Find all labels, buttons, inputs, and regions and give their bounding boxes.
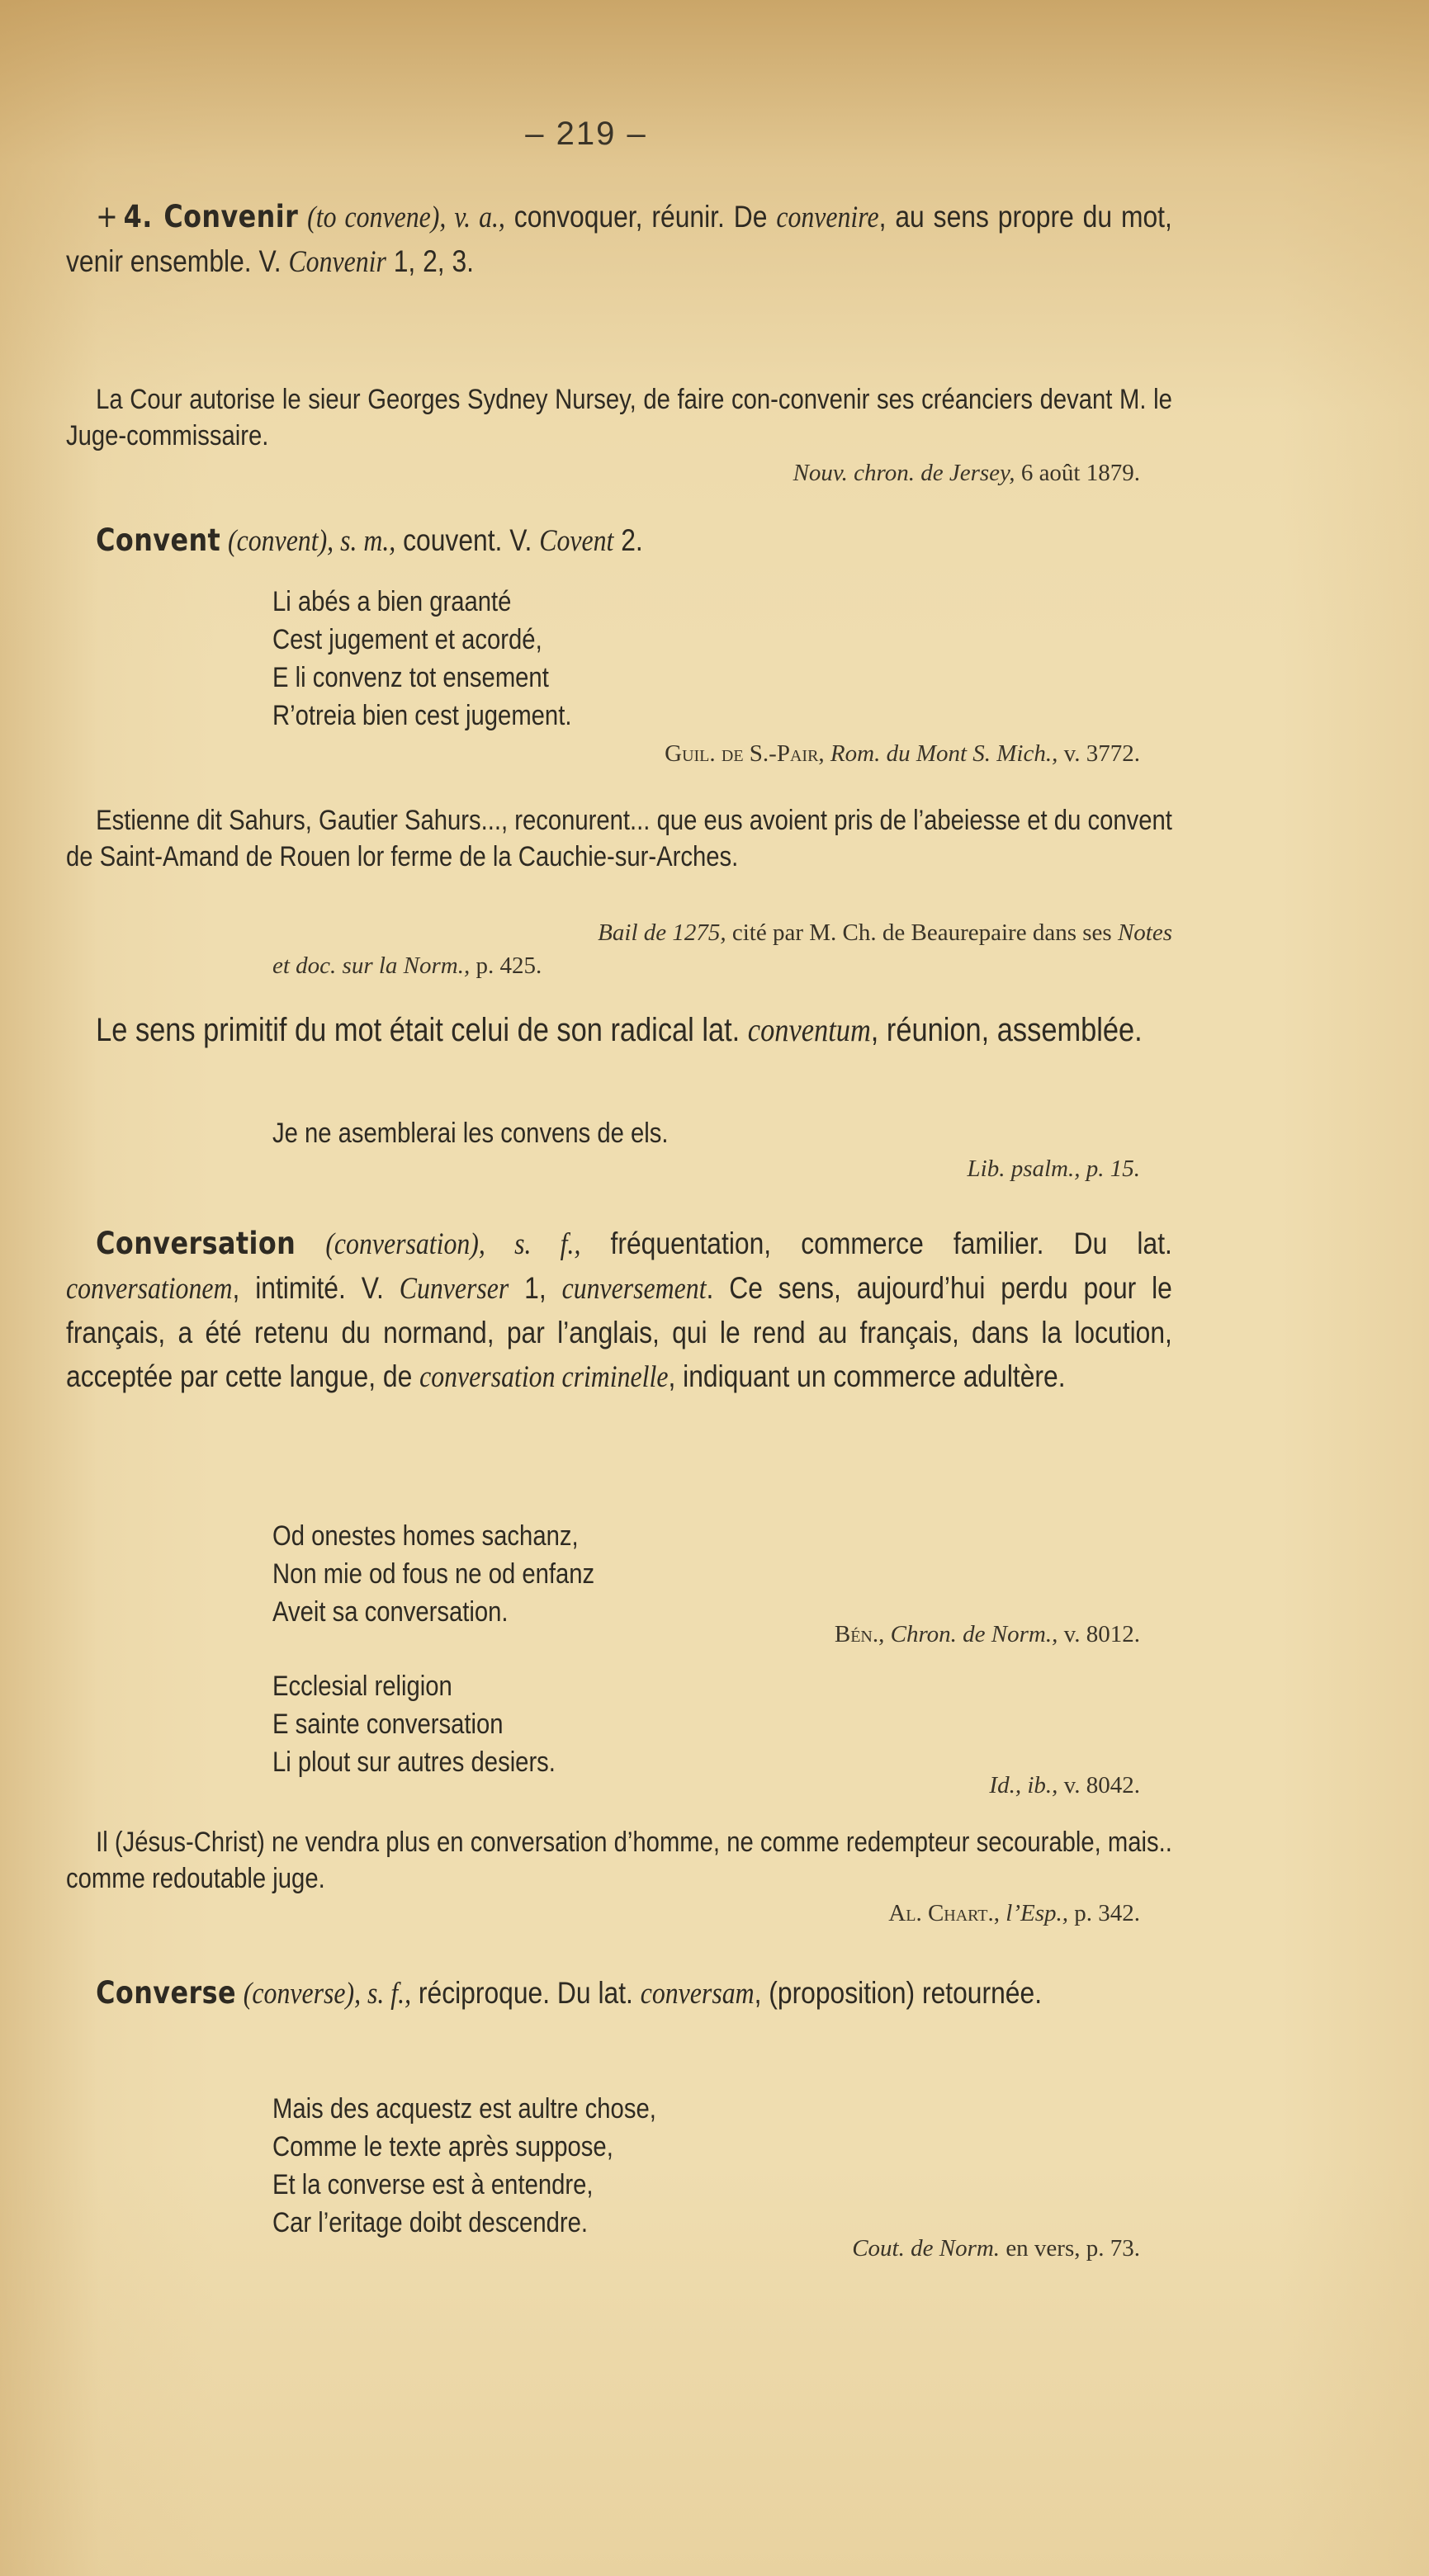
latin-etymon: conventum [747,1011,871,1048]
verse-line: Ecclesial religion [272,1671,452,1702]
citation-source: Lib. psalm., p. 15. [967,1156,1140,1182]
verse-quote [272,583,571,735]
definition-text: couvent. V. [395,523,540,557]
citation-source: l’Esp., [1000,1900,1068,1926]
citation-date: 6 août 1879. [1015,460,1140,486]
note-text-part: Le sens primitif du mot était celui de son radical lat. [96,1012,748,1048]
verse-quote [272,2090,656,2242]
cross-reference-numbers: 1, 2, 3. [386,244,475,278]
definition-text: 1, [509,1271,562,1305]
definition-text: , au sens propre du mot, venir ensemble. V. [66,200,1172,278]
definition-text: convoquer, réunir. De [504,200,777,234]
verse-line: R’otreia bien cest jugement. [272,700,572,731]
citation [989,1770,1140,1800]
citation-verse: v. 8012. [1058,1621,1140,1647]
part-of-speech: , s. f., [478,1227,581,1261]
citation-source: Chron. de Norm., [884,1621,1058,1647]
cross-reference: Covent [539,524,614,558]
citation-page: p. 425. [470,952,542,979]
verse-line: Mais des acquestz est aultre chose, [272,2093,656,2125]
verse-line: Comme le texte après suppose, [272,2131,613,2162]
definition-text: réciproque. Du lat. [411,1976,641,2010]
cross-reference: Cunverser [399,1272,509,1306]
verse-quote [272,1517,594,1631]
definition-text: . Ce sens, aujourd’hui perdu pour le français, a été retenu du normand, par l’anglais, qui le rend au français, dans la locution, acceptée par cette langue, de [66,1271,1172,1393]
note-text-part: , réunion, assemblée. [870,1012,1143,1048]
citation-page: en vers, p. 73. [1000,2235,1140,2262]
citation-verse: v. 3772. [1058,740,1140,767]
definition-text: , indiquant un commerce adultère. [668,1359,1066,1393]
part-of-speech: , s. f., [354,1977,412,2011]
citation-source: Id., ib., [989,1772,1058,1798]
definition-text: , intimité. V. [232,1271,400,1305]
citation-source: Nouv. chron. de Jersey, [793,460,1015,486]
entry-convenir [66,195,1172,284]
etymon: convenire [776,201,879,234]
citation-source: Cout. de Norm. [852,2235,1001,2262]
verse-line: E sainte conversation [272,1709,504,1740]
citation [968,1154,1140,1184]
verse-line: E li convenz tot ensement [272,662,549,693]
citation-author: Guil. de S.-Pair, [665,740,825,767]
etymon: conversationem [66,1272,233,1306]
etymon: conversam [640,1977,755,2011]
gloss: (convent) [228,524,328,558]
italic-phrase: conversation criminelle [419,1360,669,1394]
quotation-text: Il (Jésus-Christ) ne vendra plus en conversation d’homme, ne comme redempteur secourable, mais.. comme redoutable juge. [66,1827,1172,1894]
etymology-note [66,1005,1172,1055]
verse-line: Od onestes homes sachanz, [272,1520,579,1552]
verse-line: Et la converse est à entendre, [272,2169,594,2200]
citation-verse: v. 8042. [1058,1772,1140,1798]
verse-line: Cest jugement et acordé, [272,624,542,655]
citation-page: p. 342. [1068,1900,1140,1926]
citation-source: et doc. sur la Norm., [272,952,471,979]
citation [665,739,1140,768]
part-of-speech: , s. m., [327,524,396,558]
gloss: (converse) [243,1977,355,2011]
entry-conversation-definition [66,1222,1172,1399]
citation [888,1898,1140,1928]
verse-quote [272,1114,668,1152]
entry-converse [66,1971,1172,2016]
plus-marker-icon: + [96,199,118,234]
entry-converse-definition [66,1971,1172,2016]
verse-line: Li abés a bien graanté [272,586,512,617]
citation-author: Al. Chart., [888,1900,1001,1926]
verse-line: Je ne asemblerai les convens de els. [272,1118,669,1149]
gloss: (conversation) [325,1227,479,1261]
citation [835,1619,1140,1649]
cross-reference: cunversement [561,1272,707,1306]
entry-convenir-definition [66,195,1172,284]
citation [239,916,1172,982]
citation-source: Bail de 1275, [598,919,726,946]
definition-text: fréquentation, commerce familier. Du lat. [580,1227,1172,1260]
quotation-text: Estienne dit Sahurs, Gautier Sahurs..., reconurent... que eus avoient pris de l’abeiesse et du convent de Saint-Amand de Rouen lor ferme de la Cauchie-sur-Arches. [66,805,1172,872]
citation [793,458,1140,488]
entry-convenir-quote [66,381,1172,454]
citation-line [239,949,1172,982]
cross-reference-number: 2. [613,523,643,557]
citation [852,2233,1140,2263]
entry-conversation [66,1222,1172,1399]
citation-author: Bén., [834,1621,885,1647]
verse-line: Car l’eritage doibt descendre. [272,2207,588,2238]
citation-source: Notes [1117,919,1172,946]
english-gloss: (to convene) [307,201,440,234]
citation-source: Rom. du Mont S. Mich., [824,740,1058,767]
citation-line [239,916,1172,949]
quotation-text: La Cour autorise le sieur Georges Sydney Nursey, de faire con-convenir ses créanciers devant M. le Juge-commissaire. [66,384,1172,451]
cross-reference: Convenir [288,245,386,279]
entry-convent-definition [66,518,1172,563]
headword: Conversation [96,1226,296,1261]
headword: Convent [96,522,221,558]
verse-line: Non mie od fous ne od enfanz [272,1558,595,1590]
part-of-speech: , v. a., [439,201,505,234]
headword: 4. Convenir [123,199,299,234]
definition-text: , (proposition) retournée. [754,1976,1043,2010]
citation-text: cité par M. Ch. de Beaurepaire dans ses [726,919,1118,946]
note-text [66,1005,1172,1055]
entry-convent [66,518,1172,563]
verse-line: Li plout sur autres desiers. [272,1746,556,1778]
headword: Converse [96,1975,236,2011]
prose-quote [66,1824,1172,1897]
verse-quote [272,1667,556,1781]
page-number: – 219 – [525,116,647,152]
prose-quote [66,802,1172,875]
verse-line: Aveit sa conversation. [272,1596,509,1628]
